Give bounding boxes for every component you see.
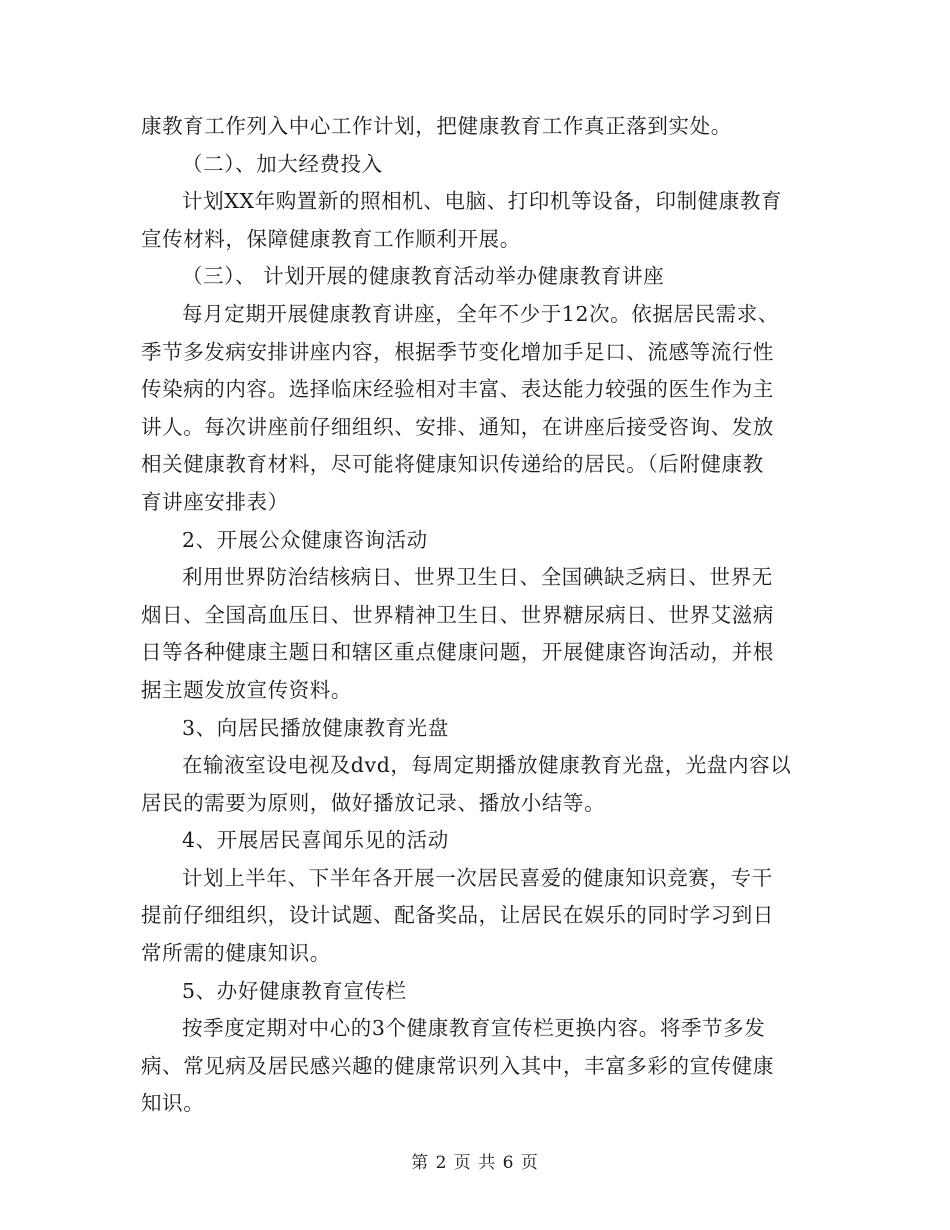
section-heading: （三）、 计划开展的健康教育活动举办健康教育讲座 (182, 264, 665, 289)
text-line: 宣传材料，保障健康教育工作顺利开展。 (141, 226, 521, 251)
text-line: 病、常见病及居民感兴趣的健康常识列入其中，丰富多彩的宣传健康 (141, 1053, 774, 1078)
text-line: 居民的需要为原则，做好播放记录、播放小结等。 (141, 790, 606, 815)
section-heading: 5、办好健康教育宣传栏 (182, 978, 407, 1003)
text-line: 利用世界防治结核病日、世界卫生日、全国碘缺乏病日、世界无 (182, 565, 773, 590)
text-line: 计划上半年、下半年各开展一次居民喜爱的健康知识竞赛，专干 (182, 865, 773, 890)
section-heading: 4、开展居民喜闻乐见的活动 (182, 828, 449, 853)
text-line: 在输液室设电视及dvd，每周定期播放健康教育光盘，光盘内容以 (182, 753, 792, 778)
text-line: 知识。 (141, 1091, 205, 1116)
text-line: 相关健康教育材料，尽可能将健康知识传递给的居民。（后附健康教 (141, 452, 764, 477)
document-body (141, 108, 813, 1123)
section-heading: （二）、加大经费投入 (182, 151, 383, 176)
section-heading: 2、开展公众健康咨询活动 (182, 527, 428, 552)
text-line: 据主题发放宣传资料。 (141, 677, 352, 702)
text-line: 讲人。每次讲座前仔细组织、安排、通知，在讲座后接受咨询、发放 (141, 414, 774, 439)
text-line: 提前仔细组织，设计试题、配备奖品，让居民在娱乐的同时学习到日 (141, 903, 774, 928)
page-number-footer: 第 2 页 共 6 页 (411, 1153, 539, 1173)
text-line: 烟日、全国高血压日、世界精神卫生日、世界糖尿病日、世界艾滋病 (141, 602, 774, 627)
text-line: 传染病的内容。选择临床经验相对丰富、表达能力较强的医生作为主 (141, 377, 774, 402)
section-heading: 3、向居民播放健康教育光盘 (182, 715, 449, 740)
text-line: 常所需的健康知识。 (141, 941, 331, 966)
text-line: 按季度定期对中心的3个健康教育宣传栏更换内容。将季节多发 (182, 1016, 766, 1041)
text-line: 每月定期开展健康教育讲座，全年不少于12次。依据居民需求、 (182, 301, 779, 326)
text-line: 日等各种健康主题日和辖区重点健康问题，开展健康咨询活动，并根 (141, 640, 774, 665)
text-line: 康教育工作列入中心工作计划，把健康教育工作真正落到实处。 (141, 114, 732, 138)
text-line: 计划XX年购置新的照相机、电脑、打印机等设备，印制健康教育 (182, 189, 783, 214)
text-line: 季节多发病安排讲座内容，根据季节变化增加手足口、流感等流行性 (141, 339, 774, 364)
text-line: 育讲座安排表） (141, 489, 289, 514)
